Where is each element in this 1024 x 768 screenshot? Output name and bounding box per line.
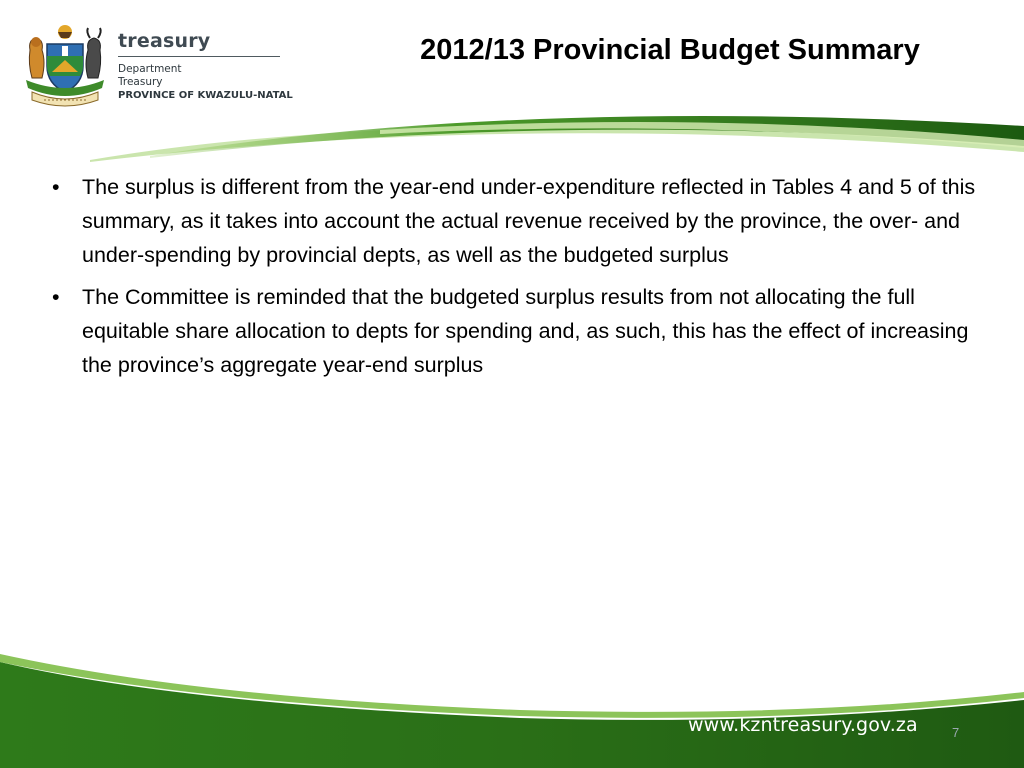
department-line-3: PROVINCE OF KWAZULU-NATAL [118, 90, 293, 101]
coat-of-arms-icon [22, 22, 108, 108]
bullet-list [48, 170, 998, 390]
department-wordmark: treasury [118, 30, 211, 52]
department-line-1: Department [118, 63, 182, 75]
footer-url: www.kzntreasury.gov.za [688, 714, 918, 736]
slide-title: 2012/13 Provincial Budget Summary [420, 34, 920, 66]
department-rule [118, 56, 280, 57]
footer-swoosh [0, 640, 1024, 768]
page-number: 7 [952, 725, 960, 740]
bullet-item [48, 170, 998, 272]
bullet-text: The Committee is reminded that the budgeted surplus results from not allocating the full equitable share allocation to depts for spending and, as such, this has the effect of increasing the province’s aggregate year-end surplus [82, 285, 969, 377]
department-line-2: Treasury [118, 76, 163, 88]
bullet-marker: • [52, 285, 60, 309]
bullet-marker: • [52, 175, 60, 199]
bullet-text: The surplus is different from the year-end under-expenditure reflected in Tables 4 and 5 of this summary, as it takes into account the actual revenue received by the province, the over- and under-spending by provincial depts, as well as the budgeted surplus [82, 175, 976, 267]
bullet-item [48, 280, 998, 382]
department-logo [118, 30, 318, 102]
header-swoosh [0, 100, 1024, 170]
